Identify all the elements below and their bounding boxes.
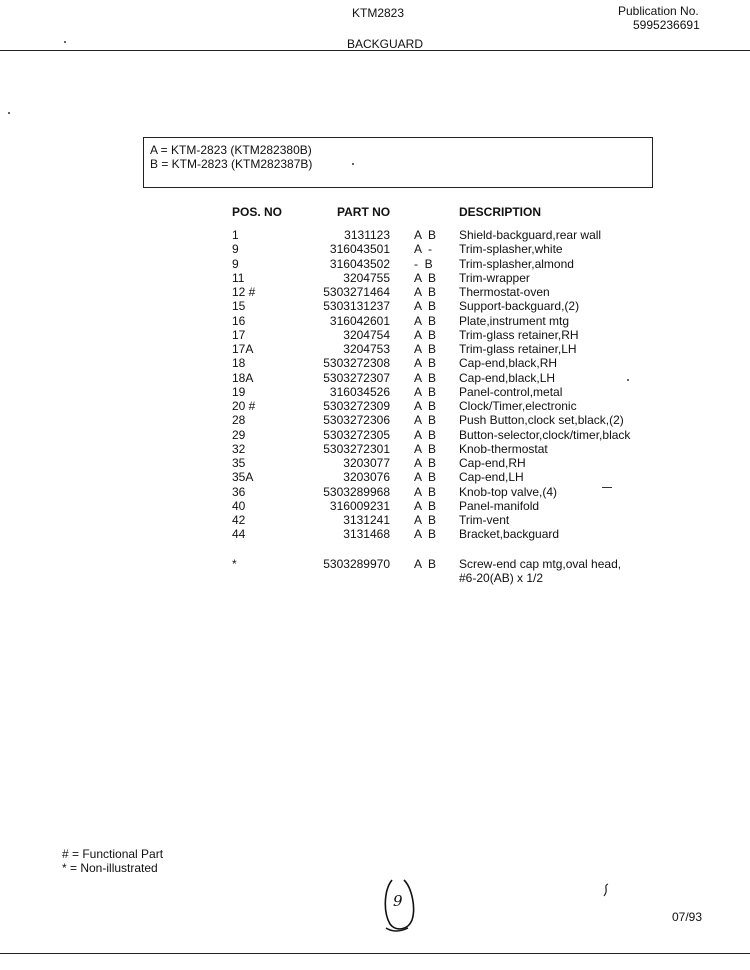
- model-codes: A B: [414, 427, 437, 442]
- model-codes: A B: [414, 513, 437, 527]
- parts-row: [0, 328, 750, 342]
- pos-no: 12 #: [232, 285, 256, 299]
- parts-row: [0, 499, 750, 513]
- parts-row: [0, 442, 750, 456]
- handwritten-page-mark: [378, 872, 428, 936]
- part-no: 3203076: [343, 470, 390, 485]
- column-header-description: DESCRIPTION: [459, 205, 542, 219]
- parts-row-extra: [0, 557, 750, 571]
- revision-date: 07/93: [672, 910, 703, 924]
- pos-no: 9: [232, 256, 239, 271]
- model-codes: A B: [414, 484, 437, 499]
- parts-row: [0, 228, 750, 242]
- pos-no: 29: [232, 427, 246, 442]
- part-no: 3204753: [343, 342, 390, 356]
- description: Trim-wrapper: [459, 270, 530, 285]
- description-line-2: #6-20(AB) x 1/2: [459, 571, 544, 585]
- column-header-part: PART NO: [337, 205, 391, 219]
- description: Push Button,clock set,black,(2): [459, 413, 624, 428]
- description: Support-backguard,(2): [459, 299, 580, 314]
- parts-row: [0, 257, 750, 271]
- part-no: 316042601: [329, 313, 390, 328]
- part-no: 5303272308: [323, 356, 390, 371]
- pos-no: 17: [232, 327, 246, 342]
- part-no: 5303131237: [323, 299, 390, 314]
- model-codes: - B: [414, 256, 433, 271]
- model-codes: A B: [414, 342, 437, 356]
- pos-no: 35: [232, 456, 246, 470]
- model-codes: A B: [414, 413, 437, 428]
- parts-row: [0, 271, 750, 285]
- footnote-functional: # = Functional Part: [62, 847, 164, 861]
- model-codes: A B: [414, 527, 437, 542]
- parts-row: [0, 314, 750, 328]
- column-header-pos: POS. NO: [232, 205, 283, 219]
- pos-no: 36: [232, 484, 246, 499]
- description: Knob-thermostat: [459, 441, 548, 456]
- publication-label: Publication No.: [618, 4, 699, 18]
- description: Cap-end,black,LH: [459, 370, 556, 385]
- description: Trim-splasher,almond: [459, 256, 574, 271]
- pos-no: 9: [232, 242, 239, 257]
- description: Button-selector,clock/timer,black: [459, 427, 631, 442]
- parts-row: [0, 513, 750, 527]
- parts-row: [0, 356, 750, 370]
- model-codes: A B: [414, 313, 437, 328]
- footnote-non-illustrated: * = Non-illustrated: [62, 861, 158, 875]
- page-mark-text: 9: [393, 892, 403, 910]
- model-codes: A B: [414, 470, 437, 485]
- description: Bracket,backguard: [459, 527, 560, 542]
- scan-dash: [602, 487, 612, 488]
- part-no: 5303272307: [323, 370, 390, 385]
- model-legend-box: [143, 137, 653, 188]
- model-number: KTM2823: [352, 6, 405, 20]
- description: Thermostat-oven: [459, 285, 550, 299]
- parts-row: [0, 413, 750, 427]
- pos-no: 18A: [232, 370, 254, 385]
- part-no: 5303272309: [323, 399, 390, 413]
- part-no: 5303272306: [323, 413, 390, 428]
- publication-number: 5995236691: [633, 18, 700, 32]
- description: Trim-glass retainer,RH: [459, 327, 579, 342]
- parts-row: [0, 456, 750, 470]
- pos-no: 1: [232, 228, 239, 242]
- part-no: 3203077: [343, 456, 390, 470]
- description: Trim-glass retainer,LH: [459, 342, 577, 356]
- description: Trim-splasher,white: [459, 242, 563, 257]
- description: Cap-end,LH: [459, 470, 524, 485]
- part-no: 316043502: [329, 256, 390, 271]
- legend-line-b: B = KTM-2823 (KTM282387B): [150, 157, 313, 171]
- description: Panel-control,metal: [459, 384, 563, 399]
- pos-no: 32: [232, 441, 246, 456]
- scan-speck: [8, 112, 10, 114]
- model-codes: A B: [414, 285, 437, 299]
- part-no: 316043501: [329, 242, 390, 257]
- scan-speck: [64, 41, 66, 43]
- description: Panel-manifold: [459, 498, 540, 513]
- model-codes: A B: [414, 327, 437, 342]
- description: Knob-top valve,(4): [459, 484, 558, 499]
- description: Shield-backguard,rear wall: [459, 228, 602, 242]
- model-codes: A -: [414, 242, 433, 257]
- model-codes: A B: [414, 384, 437, 399]
- parts-row: [0, 242, 750, 256]
- description: Plate,instrument mtg: [459, 313, 570, 328]
- pos-no: 28: [232, 413, 246, 428]
- part-no: 5303272305: [323, 427, 390, 442]
- pos-no: 42: [232, 513, 246, 527]
- model-codes: A B: [414, 356, 437, 371]
- model-codes: A B: [414, 441, 437, 456]
- scan-speck: [627, 379, 629, 381]
- description-line-1: Screw-end cap mtg,oval head,: [459, 557, 622, 571]
- model-codes: A B: [414, 299, 437, 314]
- parts-row: [0, 371, 750, 385]
- model-codes: A B: [414, 270, 437, 285]
- pos-no: *: [232, 557, 237, 571]
- part-no: 3131123: [344, 228, 390, 242]
- parts-row: [0, 485, 750, 499]
- pos-no: 44: [232, 527, 246, 542]
- pos-no: 17A: [232, 342, 254, 356]
- part-no: 316034526: [329, 384, 390, 399]
- parts-row: [0, 299, 750, 313]
- description: Cap-end,RH: [459, 456, 526, 470]
- part-no: 3204755: [343, 270, 390, 285]
- pos-no: 11: [232, 270, 245, 285]
- parts-row-extra-continued: [0, 571, 750, 585]
- parts-row: [0, 399, 750, 413]
- part-no: 3204754: [343, 327, 390, 342]
- model-codes: A B: [414, 399, 437, 413]
- part-no: 5303271464: [323, 285, 390, 299]
- model-codes: A B: [414, 456, 437, 470]
- scan-speck: [352, 163, 354, 165]
- pos-no: 18: [232, 356, 246, 371]
- part-no: 5303272301: [323, 441, 390, 456]
- pos-no: 20 #: [232, 399, 256, 413]
- model-codes: A B: [414, 498, 437, 513]
- parts-row: [0, 470, 750, 484]
- model-codes: A B: [414, 557, 437, 571]
- parts-row: [0, 285, 750, 299]
- parts-row: [0, 385, 750, 399]
- parts-row: [0, 527, 750, 541]
- parts-row: [0, 428, 750, 442]
- section-title: BACKGUARD: [347, 37, 424, 51]
- description: Clock/Timer,electronic: [459, 399, 577, 413]
- parts-row: [0, 342, 750, 356]
- pos-no: 35A: [232, 470, 254, 485]
- legend-line-a: A = KTM-2823 (KTM282380B): [150, 143, 312, 157]
- part-no: 3131468: [343, 527, 390, 542]
- description: Cap-end,black,RH: [459, 356, 558, 371]
- pos-no: 15: [232, 299, 246, 314]
- part-no: 316009231: [329, 498, 390, 513]
- part-no: 3131241: [343, 513, 390, 527]
- footer-divider: [0, 953, 750, 954]
- pos-no: 19: [232, 384, 246, 399]
- pos-no: 40: [232, 498, 246, 513]
- model-codes: A B: [414, 228, 437, 242]
- scan-squiggle: [601, 882, 611, 898]
- part-no: 5303289968: [323, 484, 390, 499]
- pos-no: 16: [232, 313, 246, 328]
- model-codes: A B: [414, 370, 437, 385]
- part-no: 5303289970: [323, 557, 390, 571]
- description: Trim-vent: [459, 513, 510, 527]
